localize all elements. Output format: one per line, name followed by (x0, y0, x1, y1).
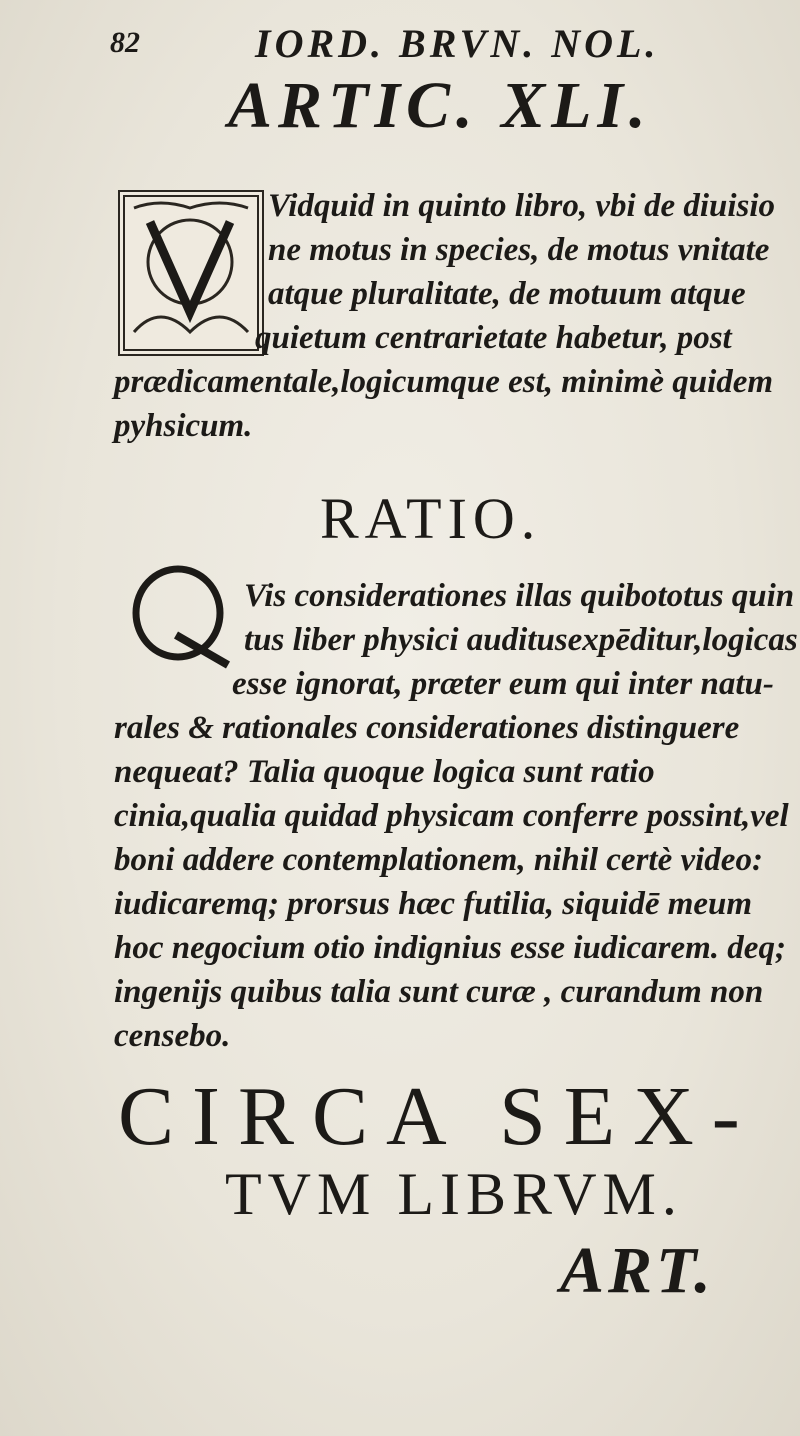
text-line: iudicaremq; prorsus hæc futilia, siquidē meum (114, 886, 753, 922)
text-line: boni addere contemplationem, nihil certè video: (114, 842, 763, 878)
text-line: ne motus in species, de motus vnitate (268, 232, 770, 268)
text-line: prædicamentale,logicumque est, minimè quidem (114, 364, 774, 400)
running-head: IORD. BRVN. NOL. (255, 21, 660, 66)
catchword: ART. (560, 1234, 715, 1307)
text-line: pyhsicum. (114, 408, 253, 444)
ornament-initial-icon (120, 192, 262, 354)
text-line: atque pluralitate, de motuum atque (268, 276, 746, 312)
initial-q (130, 565, 238, 669)
text-line: esse ignorat, præter eum qui inter natu- (232, 666, 774, 702)
text-line: ingenijs quibus talia sunt curæ , curandum non (114, 974, 764, 1010)
text-line: censebo. (114, 1018, 231, 1054)
decorated-initial-v (118, 190, 264, 356)
section-heading-circa: CIRCA SEX- (118, 1070, 758, 1163)
section-heading-ratio: RATIO. (320, 486, 542, 551)
text-line: hoc negocium otio indignius esse iudicarem. deq; (114, 930, 786, 966)
letter-q-icon (130, 565, 238, 669)
text-line: quietum centrarietate habetur, post (255, 320, 732, 356)
text-line: tus liber physici auditusexpēditur,logicas (244, 622, 798, 658)
section-heading-tvm: TVM LIBRVM. (225, 1161, 683, 1227)
text-line: cinia,qualia quidad physicam conferre possint,vel (114, 798, 789, 834)
folio-number: 82 (110, 26, 140, 59)
text-line: nequeat? Talia quoque logica sunt ratio (114, 754, 655, 790)
text-line: Vidquid in quinto libro, vbi de diuisio (268, 188, 776, 224)
text-line: Vis considerationes illas quibototus quin (244, 578, 795, 614)
text-line: rales & rationales considerationes distinguere (114, 710, 740, 746)
article-title: ARTIC. XLI. (228, 69, 652, 142)
